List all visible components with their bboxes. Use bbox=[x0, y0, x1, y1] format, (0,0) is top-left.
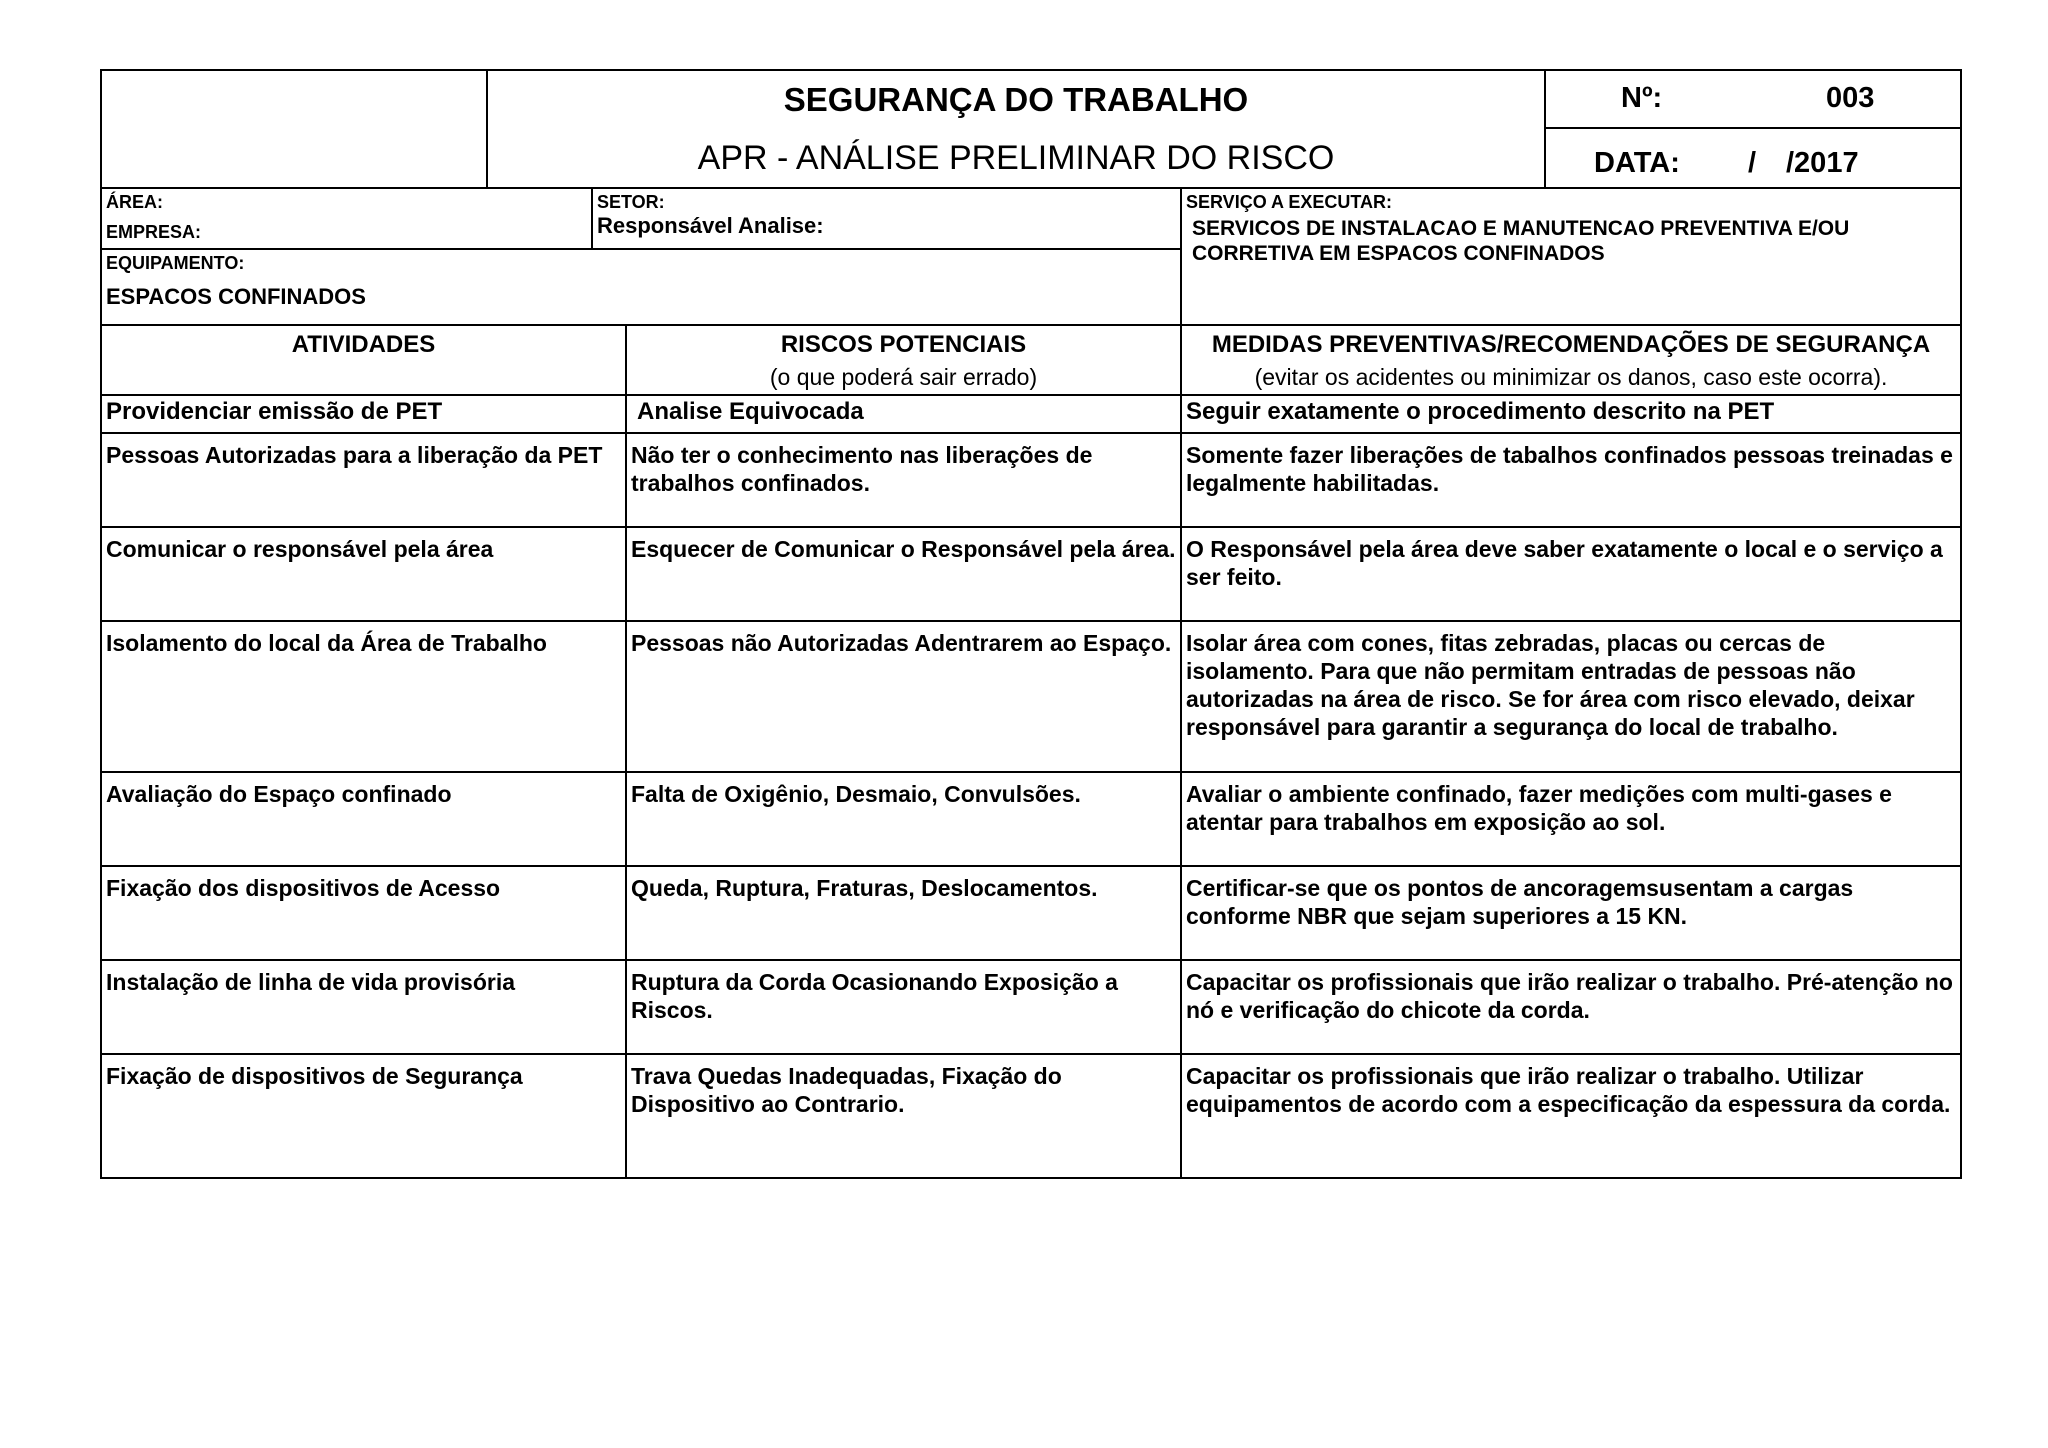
medida-cell: Capacitar os profissionais que irão realizar o trabalho. Utilizar equipamentos de acordo com a especificação da espessura da corda. bbox=[1181, 1054, 1961, 1178]
date-slash: / bbox=[1748, 147, 1757, 179]
number-label: Nº: bbox=[1621, 82, 1663, 114]
medida-cell: Certificar-se que os pontos de ancoragemsusentam a cargas conforme NBR que sejam superiores a 15 KN. bbox=[1181, 866, 1961, 960]
risco-cell: Não ter o conhecimento nas liberações de trabalhos confinados. bbox=[626, 433, 1181, 527]
table-row bbox=[101, 527, 1961, 621]
table-row bbox=[101, 772, 1961, 866]
atividade-cell: Avaliação do Espaço confinado bbox=[101, 772, 626, 866]
document-title: SEGURANÇA DO TRABALHO bbox=[487, 70, 1545, 128]
column-header-riscos: RISCOS POTENCIAIS (o que poderá sair errado) bbox=[626, 325, 1181, 395]
equipamento-label: EQUIPAMENTO: bbox=[106, 253, 245, 273]
info-block bbox=[100, 187, 1962, 326]
atividade-cell: Fixação de dispositivos de Segurança bbox=[101, 1054, 626, 1178]
medida-cell: Avaliar o ambiente confinado, fazer medições com multi-gases e atentar para trabalhos em exposição ao sol. bbox=[1181, 772, 1961, 866]
setor-label: SETOR: bbox=[597, 192, 665, 212]
table-row bbox=[101, 433, 1961, 527]
date-label: DATA: bbox=[1594, 147, 1680, 179]
table-header-row bbox=[101, 325, 1961, 395]
risco-cell: Esquecer de Comunicar o Responsável pela área. bbox=[626, 527, 1181, 621]
atividade-cell: Fixação dos dispositivos de Acesso bbox=[101, 866, 626, 960]
area-empresa-cell bbox=[101, 188, 592, 249]
table-row bbox=[101, 866, 1961, 960]
column-header-medidas: MEDIDAS PREVENTIVAS/RECOMENDAÇÕES DE SEGURANÇA (evitar os acidentes ou minimizar os danos, caso este ocorra). bbox=[1181, 325, 1961, 395]
date-year: /2017 bbox=[1786, 147, 1859, 179]
medida-cell: Isolar área com cones, fitas zebradas, placas ou cercas de isolamento. Para que não permitam entradas de pessoas não autorizadas na área de risco. Se for área com risco elevado, deixar responsável para garantir a segurança do local de trabalho. bbox=[1181, 621, 1961, 772]
responsavel-label: Responsável Analise: bbox=[597, 213, 824, 238]
table-row bbox=[101, 395, 1961, 433]
risco-cell: Trava Quedas Inadequadas, Fixação do Dispositivo ao Contrario. bbox=[626, 1054, 1181, 1178]
medida-cell: O Responsável pela área deve saber exatamente o local e o serviço a ser feito. bbox=[1181, 527, 1961, 621]
apr-document bbox=[100, 69, 1960, 1179]
servico-cell bbox=[1181, 188, 1961, 325]
medida-cell: Capacitar os profissionais que irão realizar o trabalho. Pré-atenção no nó e verificação do chicote da corda. bbox=[1181, 960, 1961, 1054]
atividade-cell: Isolamento do local da Área de Trabalho bbox=[101, 621, 626, 772]
risco-cell: Queda, Ruptura, Fraturas, Deslocamentos. bbox=[626, 866, 1181, 960]
servico-label: SERVIÇO A EXECUTAR: bbox=[1186, 192, 1393, 212]
column-subheader-riscos: (o que poderá sair errado) bbox=[769, 364, 1038, 390]
medida-cell: Somente fazer liberações de tabalhos confinados pessoas treinadas e legalmente habilitadas. bbox=[1181, 433, 1961, 527]
area-label: ÁREA: bbox=[106, 192, 163, 212]
medida-cell: Seguir exatamente o procedimento descrito na PET bbox=[1181, 395, 1961, 433]
table-row bbox=[101, 621, 1961, 772]
table-row bbox=[101, 1054, 1961, 1178]
risco-cell: Ruptura da Corda Ocasionando Exposição a Riscos. bbox=[626, 960, 1181, 1054]
servico-line-2: CORRETIVA EM ESPACOS CONFINADOS bbox=[1192, 242, 1605, 265]
document-date-cell bbox=[1545, 128, 1961, 188]
servico-line-1: SERVICOS DE INSTALACAO E MANUTENCAO PREVENTIVA E/OU bbox=[1192, 217, 1850, 240]
setor-cell bbox=[592, 188, 1181, 249]
equipamento-value: ESPACOS CONFINADOS bbox=[106, 284, 366, 309]
risco-cell: Analise Equivocada bbox=[626, 395, 1181, 433]
number-value: 003 bbox=[1826, 82, 1875, 114]
risco-cell: Falta de Oxigênio, Desmaio, Convulsões. bbox=[626, 772, 1181, 866]
column-subheader-medidas: (evitar os acidentes ou minimizar os danos, caso este ocorra). bbox=[1254, 364, 1888, 390]
atividade-cell: Pessoas Autorizadas para a liberação da PET bbox=[101, 433, 626, 527]
risco-cell: Pessoas não Autorizadas Adentrarem ao Espaço. bbox=[626, 621, 1181, 772]
empresa-label: EMPRESA: bbox=[106, 222, 202, 242]
atividade-cell: Comunicar o responsável pela área bbox=[101, 527, 626, 621]
document-subtitle: APR - ANÁLISE PRELIMINAR DO RISCO bbox=[487, 128, 1545, 188]
column-header-atividades: ATIVIDADES bbox=[101, 325, 626, 395]
table-row bbox=[101, 960, 1961, 1054]
atividade-cell: Providenciar emissão de PET bbox=[101, 395, 626, 433]
document-header bbox=[100, 69, 1962, 189]
equipamento-cell bbox=[101, 249, 1181, 325]
logo-area bbox=[101, 70, 487, 188]
document-number-cell bbox=[1545, 70, 1961, 128]
risk-analysis-table bbox=[100, 324, 1962, 1179]
atividade-cell: Instalação de linha de vida provisória bbox=[101, 960, 626, 1054]
